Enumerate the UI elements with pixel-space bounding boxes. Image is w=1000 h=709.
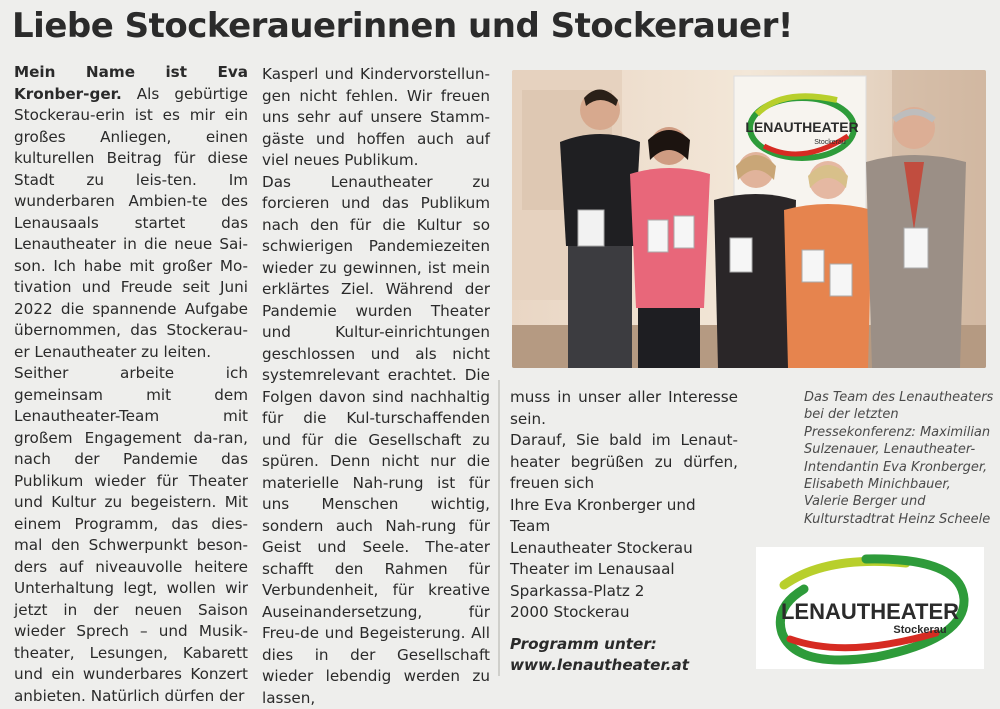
column-3-paragraph-1: muss in unser aller Interesse sein. [510, 387, 738, 430]
article-column-3 [510, 387, 738, 677]
column-3-paragraph-2: Darauf, Sie bald im Lenaut-heater begrüßen zu dürfen, freuen sich [510, 430, 738, 495]
lenautheater-logo [756, 547, 984, 669]
column-2-paragraph-2: Das Lenautheater zu forcieren und das Publikum nach den für die Kultur so schwierigen Pandemiezeiten wieder zu gewinnen, ist mein erklärtes Ziel. Während der Pandemie wurden Theater und Kultur-einrichtungen geschlossen und als nicht systemrelevant erachtet. Die Folgen davon sind nachhaltig für die Kul-turschaffenden und für die Gesellschaft zu spüren. Denn nicht nur die materielle Nah-rung ist für uns Menschen wichtig, sondern auch Nah-rung für Geist und Seele. The-ater schafft den Rahmen für Verbundenheit, für kreative Auseinandersetzung, für Freu-de und Begeisterung. All dies in der Gesellschaft wieder lebendig werden zu lassen, [262, 172, 490, 709]
team-photo [512, 70, 986, 368]
signature-line-2: Lenautheater Stockerau [510, 538, 738, 560]
svg-text:Stockerau: Stockerau [814, 139, 846, 146]
column-1-paragraph-1 [14, 62, 248, 363]
signature-line-4: Sparkassa-Platz 2 [510, 581, 738, 603]
article-column-2 [262, 64, 490, 709]
program-label: Programm unter: [510, 634, 738, 656]
signature-line-3: Theater im Lenausaal [510, 559, 738, 581]
column-divider [498, 380, 500, 676]
article-column-1 [14, 62, 248, 707]
paragraph-1-text: Als gebürtige Stockerau-erin ist es mir ein großes Anliegen, einen kulturellen Beitrag für diese Stadt zu leis-ten. Im wunderbaren Ambien-te des Lenausaals startet das Lenautheater in die neue Sai-son. Ich habe mit großer Mo-tivation und Freude seit Juni 2022 die spannende Aufgabe übernommen, das Stockerau-er Lenautheater zu leiten. [14, 85, 248, 361]
column-2-paragraph-1: Kasperl und Kindervorstellun-gen nicht fehlen. Wir freuen uns sehr auf unsere Stamm-gäste und hoffen auch auf viel neues Publikum. [262, 64, 490, 172]
photo-caption: Das Team des Lenautheaters bei der letzten Pressekonferenz: Maximilian Sulzenauer, Lenautheater-Intendantin Eva Kronberger, Elisabeth Minichbauer, Valerie Berger und Kulturstadtrat Heinz Scheele [804, 389, 994, 528]
lead-in: Mein Name ist Eva Kronber-ger. [14, 63, 248, 103]
signature-line-1: Ihre Eva Kronberger und Team [510, 495, 738, 538]
signature-line-5: 2000 Stockerau [510, 602, 738, 624]
svg-text:LENAUTHEATER: LENAUTHEATER [745, 119, 858, 135]
logo-subtitle: Stockerau [893, 624, 946, 636]
logo-swoosh-lime [784, 561, 906, 585]
article-headline: Liebe Stockerauerinnen und Stockerauer! [12, 2, 992, 50]
program-url: www.lenautheater.at [510, 655, 738, 677]
column-1-paragraph-2: Seither arbeite ich gemeinsam mit dem Lenautheater-Team mit großem Engagement da-ran, nach der Pandemie das Publikum wieder für Theater und Kultur zu begeistern. Mit einem Programm, das dies-mal den Schwerpunkt beson-ders auf niveauvolle heitere Unterhaltung legt, wollen wir jetzt in der neuen Saison wieder Sprech – und Musik-theater, Lesungen, Kabarett und ein wunderbares Konzert anbieten. Natürlich dürfen der [14, 363, 248, 707]
logo-wordmark: LENAUTHEATER [781, 599, 959, 624]
